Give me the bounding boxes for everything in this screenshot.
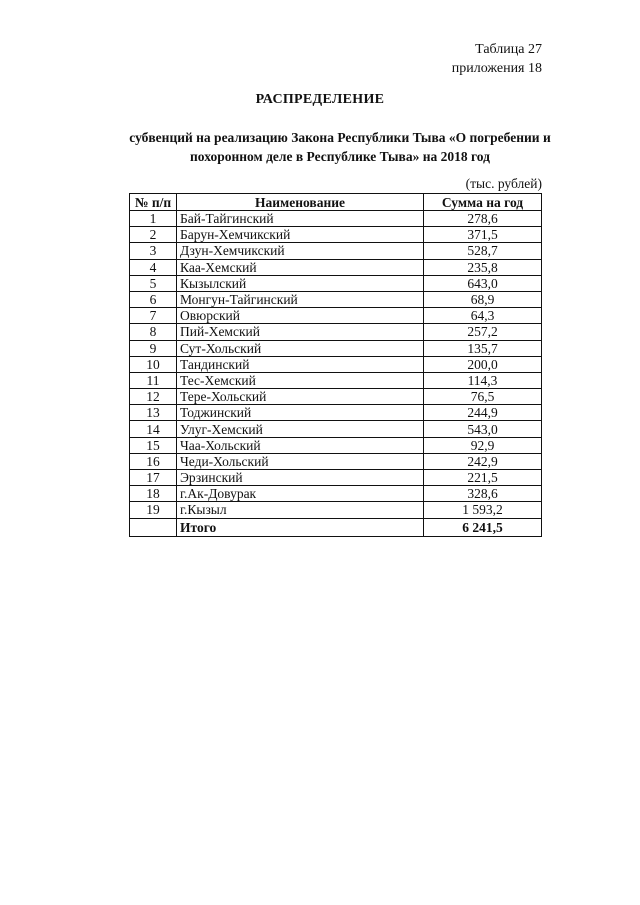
row-sum: 135,7 — [424, 340, 542, 356]
table-number: Таблица 27 — [475, 42, 542, 57]
row-number: 5 — [130, 275, 177, 291]
row-sum: 371,5 — [424, 227, 542, 243]
appendix-number: приложения 18 — [451, 61, 542, 76]
table-row — [130, 275, 542, 291]
row-number: 11 — [130, 372, 177, 388]
row-number: 14 — [130, 421, 177, 437]
total-row — [130, 518, 542, 536]
row-sum: 244,9 — [424, 405, 542, 421]
row-sum: 643,0 — [424, 275, 542, 291]
header-name: Наименование — [177, 194, 424, 211]
row-number: 17 — [130, 470, 177, 486]
row-sum: 114,3 — [424, 372, 542, 388]
row-number: 1 — [130, 211, 177, 227]
table-row — [130, 453, 542, 469]
row-number: 4 — [130, 259, 177, 275]
row-sum: 257,2 — [424, 324, 542, 340]
row-sum: 68,9 — [424, 291, 542, 307]
row-sum: 76,5 — [424, 389, 542, 405]
row-name: г.Ак-Довурак — [177, 486, 424, 502]
row-name: Чеди-Хольский — [177, 453, 424, 469]
row-name: Эрзинский — [177, 470, 424, 486]
row-sum: 221,5 — [424, 470, 542, 486]
row-sum: 92,9 — [424, 437, 542, 453]
row-sum: 235,8 — [424, 259, 542, 275]
row-number: 16 — [130, 453, 177, 469]
row-number: 15 — [130, 437, 177, 453]
row-name: Кызылский — [177, 275, 424, 291]
row-number: 9 — [130, 340, 177, 356]
row-sum: 64,3 — [424, 308, 542, 324]
table-row — [130, 259, 542, 275]
row-name: Тес-Хемский — [177, 372, 424, 388]
table-header-row — [130, 194, 542, 211]
table-row — [130, 308, 542, 324]
unit-label: (тыс. рублей) — [465, 176, 542, 191]
row-name: г.Кызыл — [177, 502, 424, 518]
table-row — [130, 421, 542, 437]
row-number: 10 — [130, 356, 177, 372]
row-number: 3 — [130, 243, 177, 259]
table-row — [130, 389, 542, 405]
row-name: Тоджинский — [177, 405, 424, 421]
table-row — [130, 486, 542, 502]
table-row — [130, 227, 542, 243]
table-row — [130, 356, 542, 372]
table-row — [130, 502, 542, 518]
table-row — [130, 437, 542, 453]
row-name: Барун-Хемчикский — [177, 227, 424, 243]
header-number: № п/п — [130, 194, 177, 211]
row-name: Дзун-Хемчикский — [177, 243, 424, 259]
document-subtitle — [120, 128, 560, 166]
header-sum: Сумма на год — [424, 194, 542, 211]
row-sum: 200,0 — [424, 356, 542, 372]
row-name: Сут-Хольский — [177, 340, 424, 356]
row-number: 19 — [130, 502, 177, 518]
row-sum: 1 593,2 — [424, 502, 542, 518]
row-sum: 242,9 — [424, 453, 542, 469]
total-sum: 6 241,5 — [424, 518, 542, 536]
total-number-cell — [130, 518, 177, 536]
row-name: Улуг-Хемский — [177, 421, 424, 437]
distribution-table — [129, 193, 542, 537]
row-number: 8 — [130, 324, 177, 340]
subtitle-line-1: субвенций на реализацию Закона Республики Тыва «О погребении и — [129, 130, 551, 145]
row-sum: 278,6 — [424, 211, 542, 227]
row-name: Тандинский — [177, 356, 424, 372]
total-label: Итого — [177, 518, 424, 536]
row-sum: 328,6 — [424, 486, 542, 502]
row-name: Монгун-Тайгинский — [177, 291, 424, 307]
row-number: 2 — [130, 227, 177, 243]
document-title: РАСПРЕДЕЛЕНИЕ — [255, 92, 385, 107]
row-name: Чаа-Хольский — [177, 437, 424, 453]
row-number: 18 — [130, 486, 177, 502]
table-row — [130, 340, 542, 356]
table-row — [130, 291, 542, 307]
table-row — [130, 372, 542, 388]
subtitle-line-2: похоронном деле в Республике Тыва» на 2018 год — [190, 149, 490, 164]
row-name: Овюрский — [177, 308, 424, 324]
row-sum: 543,0 — [424, 421, 542, 437]
row-name: Бай-Тайгинский — [177, 211, 424, 227]
table-row — [130, 324, 542, 340]
row-name: Каа-Хемский — [177, 259, 424, 275]
table-row — [130, 470, 542, 486]
row-name: Тере-Хольский — [177, 389, 424, 405]
row-sum: 528,7 — [424, 243, 542, 259]
table-row — [130, 243, 542, 259]
table-row — [130, 211, 542, 227]
table-row — [130, 405, 542, 421]
row-name: Пий-Хемский — [177, 324, 424, 340]
row-number: 7 — [130, 308, 177, 324]
row-number: 6 — [130, 291, 177, 307]
table-reference — [452, 40, 542, 78]
row-number: 13 — [130, 405, 177, 421]
row-number: 12 — [130, 389, 177, 405]
